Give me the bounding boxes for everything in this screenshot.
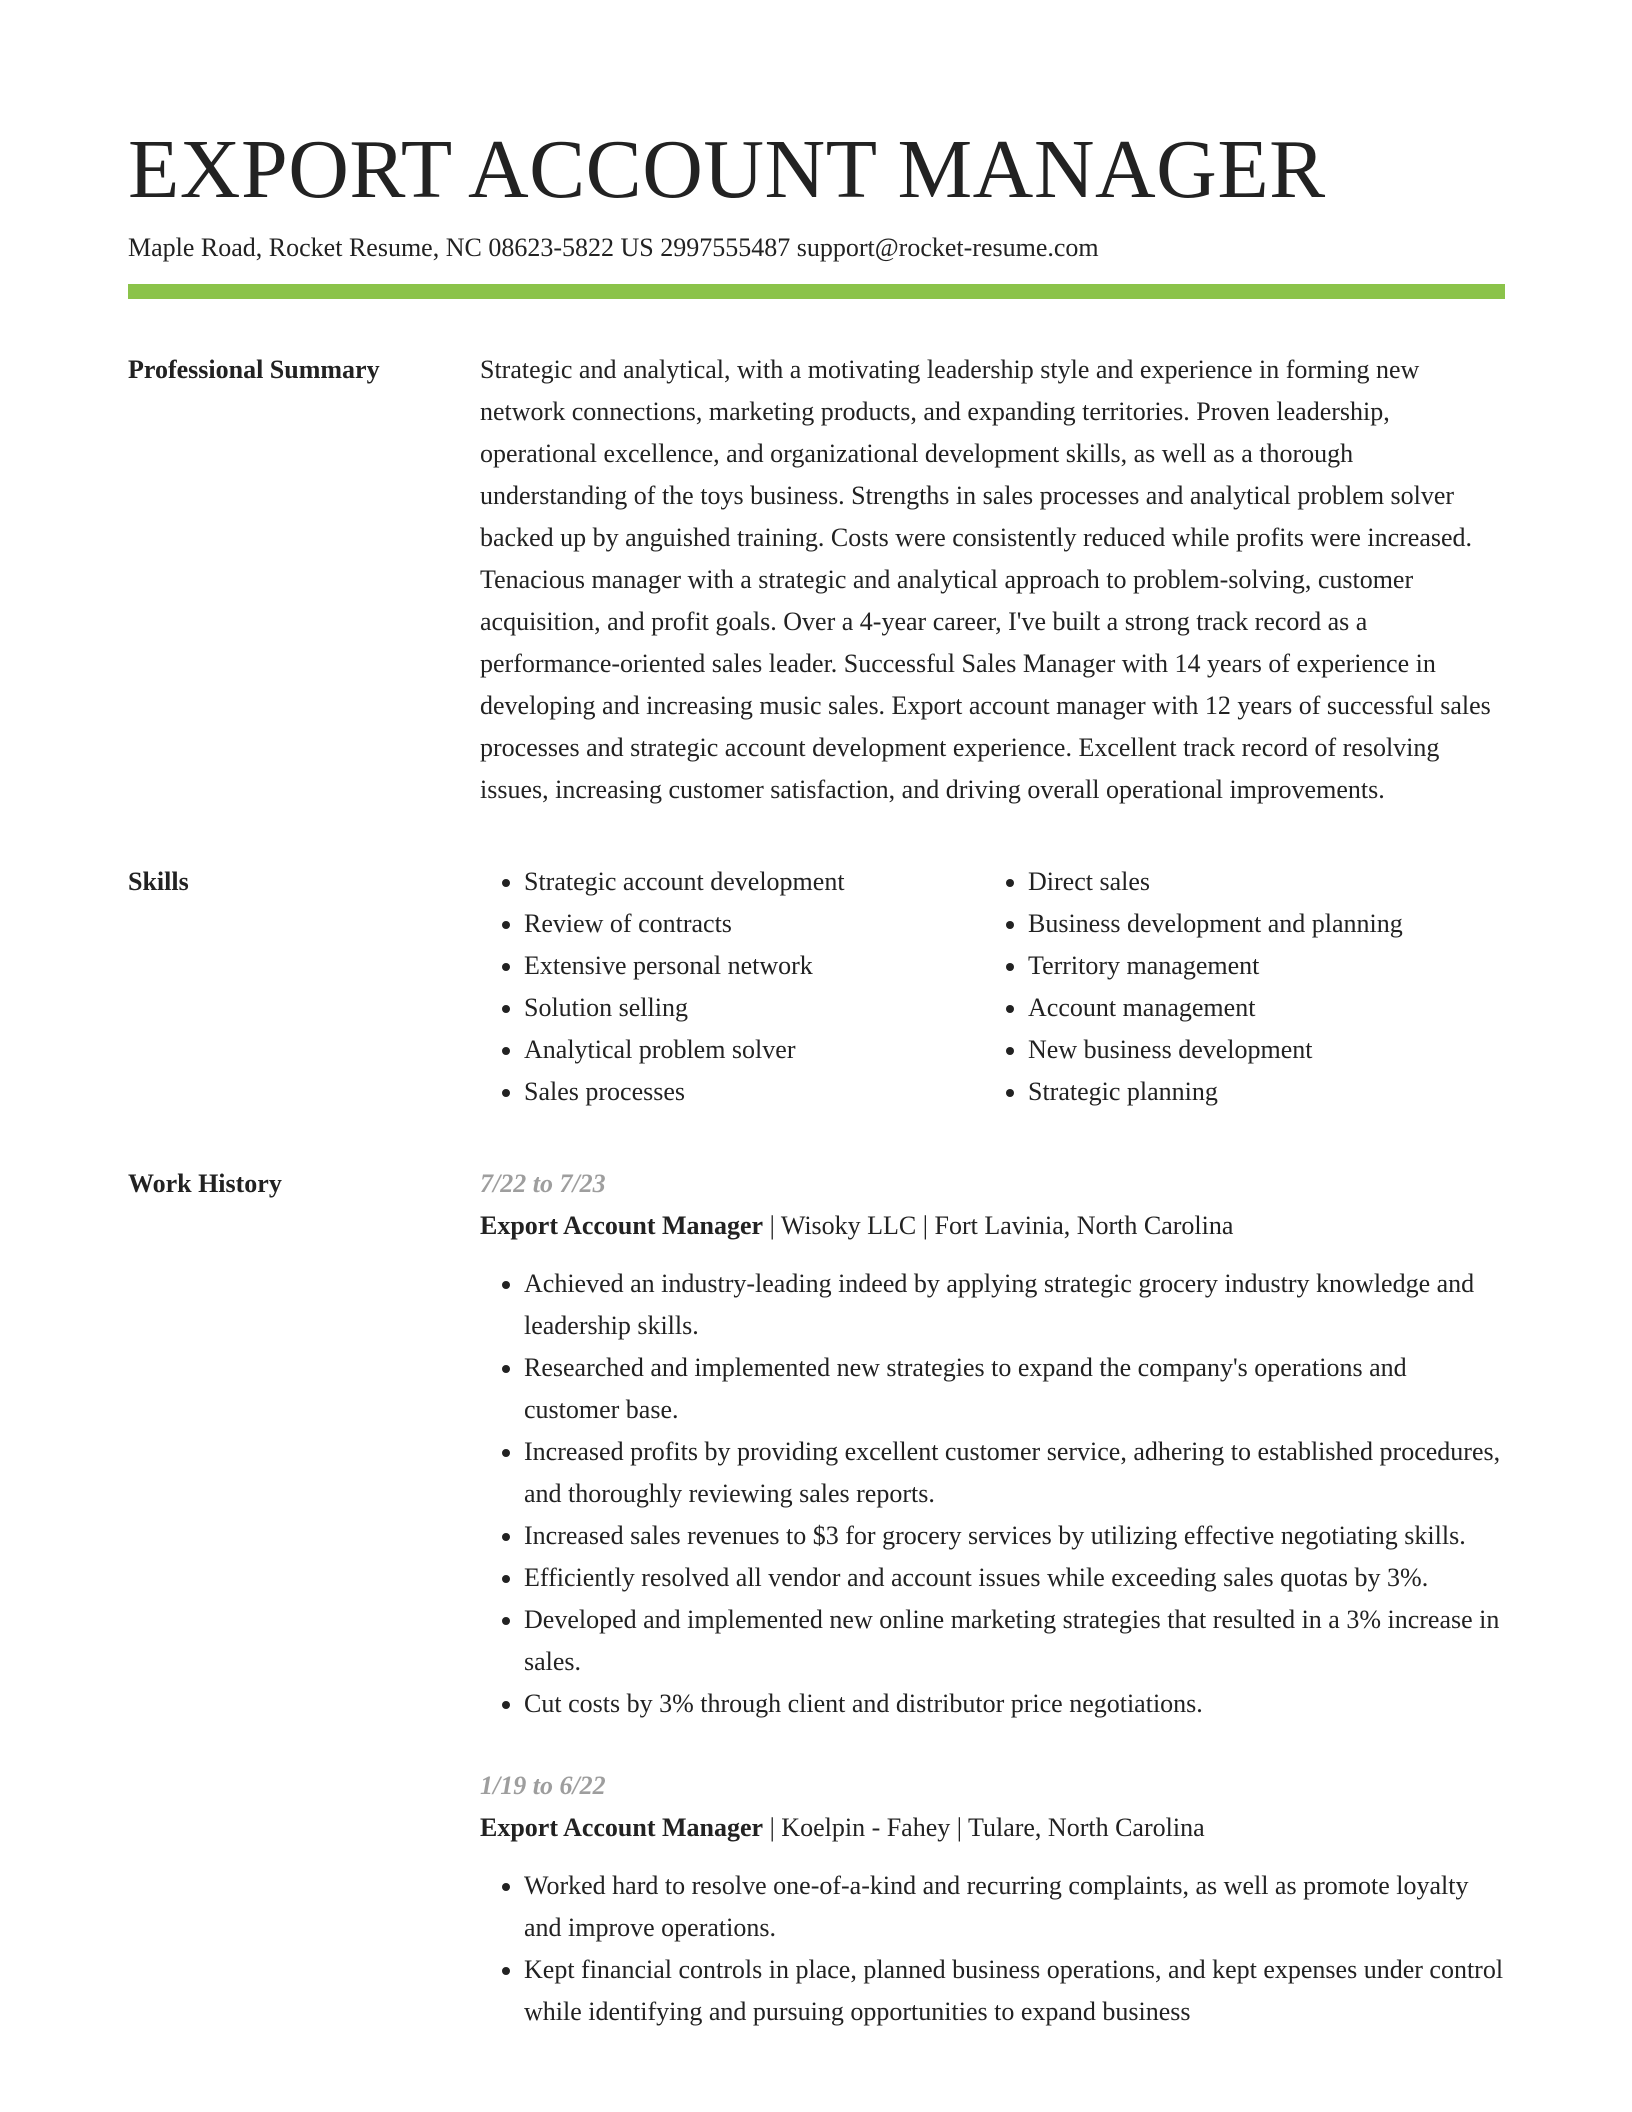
summary-section — [128, 349, 1505, 811]
job-bullets — [480, 1865, 1505, 2033]
skill-item: • Solution selling — [524, 987, 984, 1029]
work-history-section — [128, 1163, 1505, 2033]
resume-page — [128, 120, 1505, 2033]
skill-item: • Analytical problem solver — [524, 1029, 984, 1071]
resume-name: EXPORT ACCOUNT MANAGER — [128, 123, 1326, 216]
job-heading — [480, 1205, 1505, 1247]
job-dates: 7/22 to 7/23 — [480, 1169, 606, 1198]
job-bullet: • Developed and implemented new online marketing strategies that resulted in a 3% increase in sales. — [524, 1599, 1505, 1683]
skill-item: • Sales processes — [524, 1071, 984, 1113]
job-bullets — [480, 1263, 1505, 1725]
work-history-heading: Work History — [128, 1169, 282, 1198]
job-bullet: • Worked hard to resolve one-of-a-kind and recurring complaints, as well as promote loyalty and improve operations. — [524, 1865, 1505, 1949]
job-dates: 1/19 to 6/22 — [480, 1771, 606, 1800]
skill-item: • Extensive personal network — [524, 945, 984, 987]
job-details: | Koelpin - Fahey | Tulare, North Carolina — [763, 1813, 1205, 1842]
skill-item: • Account management — [1028, 987, 1488, 1029]
summary-text: Strategic and analytical, with a motivating leadership style and experience in forming new network connections, marketing products, and expanding territories. Proven leadership, operational excellence, and organizational development skills, as well as a thorough understanding of the toys business. Strengths in sales processes and analytical problem solver backed up by anguished training. Costs were consistently reduced while profits were increased. Tenacious manager with a strategic and analytical approach to problem-solving, customer acquisition, and profit goals. Over a 4-year career, I've built a strong track record as a performance-oriented sales leader. Successful Sales Manager with 14 years of experience in developing and increasing music sales. Export account manager with 12 years of successful sales processes and strategic account development experience. Excellent track record of resolving issues, increasing customer satisfaction, and driving overall operational improvements. — [480, 355, 1491, 804]
job-bullet: • Achieved an industry-leading indeed by applying strategic grocery industry knowledge and leadership skills. — [524, 1263, 1505, 1347]
job-title: Export Account Manager — [480, 1211, 764, 1240]
skill-item: • Territory management — [1028, 945, 1488, 987]
skills-list-right — [984, 861, 1488, 1113]
skill-item: • Business development and planning — [1028, 903, 1488, 945]
job-title: Export Account Manager — [480, 1813, 764, 1842]
job-bullet: • Researched and implemented new strategies to expand the company's operations and customer base. — [524, 1347, 1505, 1431]
job-heading — [480, 1807, 1505, 1849]
job-entry — [480, 1765, 1505, 2033]
accent-divider — [128, 284, 1505, 299]
contact-line: Maple Road, Rocket Resume, NC 08623-5822 US 2997555487 support@rocket-resume.com — [128, 233, 1099, 262]
job-bullet: • Kept financial controls in place, planned business operations, and kept expenses under control while identifying and pursuing opportunities to expand business — [524, 1949, 1505, 2033]
job-details: | Wisoky LLC | Fort Lavinia, North Carolina — [763, 1211, 1234, 1240]
job-bullet: • Efficiently resolved all vendor and account issues while exceeding sales quotas by 3%. — [524, 1557, 1505, 1599]
skill-item: • Review of contracts — [524, 903, 984, 945]
job-bullet: • Increased sales revenues to $3 for grocery services by utilizing effective negotiating skills. — [524, 1515, 1505, 1557]
skill-item: • Strategic account development — [524, 861, 984, 903]
job-entry — [480, 1163, 1505, 1725]
skills-section — [128, 861, 1505, 1113]
skills-heading: Skills — [128, 867, 189, 896]
skill-item: • Direct sales — [1028, 861, 1488, 903]
summary-heading: Professional Summary — [128, 355, 380, 384]
skills-list-left — [480, 861, 984, 1113]
job-bullet: • Increased profits by providing excellent customer service, adhering to established procedures, and thoroughly reviewing sales reports. — [524, 1431, 1505, 1515]
skill-item: • New business development — [1028, 1029, 1488, 1071]
skill-item: • Strategic planning — [1028, 1071, 1488, 1113]
job-bullet: • Cut costs by 3% through client and distributor price negotiations. — [524, 1683, 1505, 1725]
